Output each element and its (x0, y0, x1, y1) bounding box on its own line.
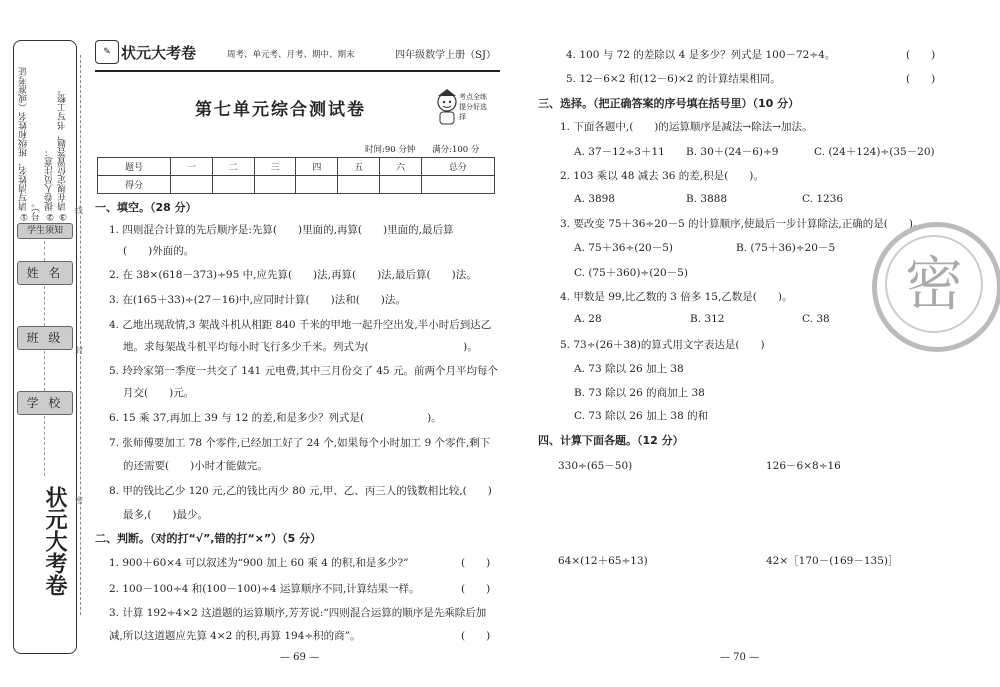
question: 3. 要改变 75＋36÷20－5 的计算顺序,使最后一步计算除法,正确的是( )。 (560, 218, 924, 230)
header-cell: 总分 (421, 158, 494, 176)
question: 3. 在(165＋33)÷(27－16)中,应同时计算( )法和( )法。 (109, 294, 406, 306)
question: 5. 73÷(26＋38)的算式用文字表达是( ) (560, 339, 765, 351)
question: 7. 张师傅要加工 78 个零件,已经加工好了 24 个,如果每个小时加工 9 个零件,剩下 (109, 437, 491, 449)
note-3: ③请在规定位置答题，书写工整。 (58, 85, 68, 221)
school-label: 学 校 (17, 391, 73, 415)
expression: 330÷(65－50) (558, 460, 633, 472)
publisher-logo-icon: ✎ (95, 40, 119, 64)
section-judge: 二、判断。（对的打“√”,错的打“×”）（5 分） (95, 532, 322, 545)
option: B. 73 除以 26 的商加上 38 (574, 387, 705, 399)
header-cell: 一 (171, 158, 213, 176)
answer-paren[interactable]: ( ) (461, 583, 491, 595)
section-choice: 三、选择。（把正确答案的序号填在括号里）（10 分） (538, 97, 800, 110)
question: 2. 103 乘以 48 减去 36 的差,积是( )。 (560, 170, 764, 182)
question: ( )外面的。 (123, 245, 195, 257)
header-cell: 三 (254, 158, 296, 176)
stamp-char: 密 (885, 235, 983, 333)
option: C. 73 除以 26 加上 38 的和 (574, 410, 709, 422)
question: 减,所以这道题应先算 4×2 的积,再算 194÷积的商”。 (109, 630, 361, 642)
question: 1. 四则混合计算的先后顺序是:先算( )里面的,再算( )里面的,最后算 (109, 224, 454, 236)
expression: 64×(12＋65÷13) (558, 555, 648, 567)
score-table (97, 157, 495, 194)
score-table-header (98, 158, 495, 176)
binding-char: 线 (75, 206, 83, 215)
answer-paren[interactable]: ( ) (461, 630, 491, 642)
header-cell: 题号 (98, 158, 171, 176)
option: A. 73 除以 26 加上 38 (574, 363, 684, 375)
score-table-row (98, 176, 495, 194)
option: A. 28 (574, 313, 602, 325)
header-cell: 二 (212, 158, 254, 176)
brand-title: 状元大考卷 (121, 44, 197, 62)
header-cell: 五 (338, 158, 380, 176)
option: C. 1236 (802, 193, 844, 205)
question: 最多,( )最少。 (123, 509, 209, 521)
header-cell: 六 (380, 158, 422, 176)
grade-label: 四年级数学上册（SJ） (395, 50, 496, 61)
question: 8. 甲的钱比乙少 120 元,乙的钱比丙少 80 元,甲、乙、丙三人的钱数相比较,( ) (109, 485, 492, 497)
score-cell[interactable] (212, 176, 254, 194)
time-label: 时间:90 分钟 (365, 145, 416, 155)
question: 1. 900＋60×4 可以叙述为“900 加上 60 乘 4 的积,和是多少?” (109, 557, 409, 569)
note-2: ②提卷人员注意： (45, 148, 55, 221)
answer-paren[interactable]: ( ) (906, 73, 936, 85)
section-calc: 四、计算下面各题。（12 分） (538, 434, 684, 447)
page-title: 第七单元综合测试卷 (195, 100, 366, 120)
question: 5. 玲玲家第一季度一共交了 141 元电费,其中三月份交了 45 元。前两个月平均每个 (109, 365, 498, 377)
name-line (44, 286, 46, 326)
class-line (44, 351, 46, 391)
exam-meta (365, 143, 479, 155)
option: B. 30＋(24－6)÷9 (686, 146, 779, 158)
question: 6. 15 乘 37,再加上 39 与 12 的差,和是多少？列式是( )。 (109, 412, 442, 424)
question: 1. 下面各题中,( )的运算顺序是减法→除法→加法。 (560, 121, 813, 133)
answer-paren[interactable]: ( ) (906, 49, 936, 61)
option: B. 3888 (686, 193, 728, 205)
page-number: — 69 — (280, 652, 320, 663)
score-cell[interactable] (421, 176, 494, 194)
mascot-icon (435, 88, 491, 126)
score-cell[interactable] (380, 176, 422, 194)
score-cell[interactable] (338, 176, 380, 194)
left-page (95, 40, 500, 642)
question: 3. 计算 192÷4×2 这道题的运算顺序,芳芳说:“四则混合运算的顺序是先乘除后加 (109, 607, 487, 619)
score-cell[interactable] (296, 176, 338, 194)
score-cell[interactable] (171, 176, 213, 194)
exam-types: 周考、单元考、月考、期中、期末 (227, 50, 355, 60)
brand-logo: 状元大考卷 (42, 486, 67, 596)
binding-line (75, 55, 83, 615)
question: 4. 甲数是 99,比乙数的 3 倍多 15,乙数是( )。 (560, 291, 793, 303)
school-line (44, 416, 46, 476)
row-label: 得分 (98, 176, 171, 194)
page-number: — 70 — (720, 652, 760, 663)
score-cell[interactable] (254, 176, 296, 194)
option: C. (75＋360)÷(20－5) (574, 267, 688, 279)
note-1: ①请写清姓名、班级和姓名（或准考证号）。 (19, 67, 42, 221)
question: 2. 100－100÷4 和(100－100)÷4 运算顺序不同,计算结果一样。 (109, 583, 420, 595)
header-cell: 四 (296, 158, 338, 176)
question: 月交( )元。 (123, 387, 195, 399)
question: 2. 在 38×(618－373)÷95 中,应先算( )法,再算( )法,最后算( )法。 (109, 269, 477, 281)
section-fill: 一、填空。（28 分） (95, 201, 197, 214)
mascot-text: 考点全练 提分好选择 (459, 93, 487, 121)
option: C. 38 (802, 313, 830, 325)
binding-char: 封 (75, 346, 83, 355)
question: 4. 100 与 72 的差除以 4 是多少？列式是 100－72÷4。 (566, 49, 836, 61)
question: 地。求每架战斗机平均每小时飞行多少千米。列式为( )。 (123, 341, 478, 353)
question: 的还需要( )小时才能做完。 (123, 460, 268, 472)
binding-char: 密 (75, 496, 83, 505)
option: B. (75＋36)÷20－5 (736, 242, 836, 254)
student-notes (18, 51, 72, 221)
divider (44, 241, 46, 261)
option: A. 3898 (574, 193, 615, 205)
confidential-stamp-icon (872, 222, 1000, 352)
expression: 126－6×8÷16 (766, 460, 841, 472)
option: B. 312 (690, 313, 725, 325)
answer-paren[interactable]: ( ) (461, 557, 491, 569)
option: A. 75＋36÷(20－5) (574, 242, 674, 254)
option: C. (24＋124)÷(35－20) (814, 146, 935, 158)
class-label: 班 级 (17, 326, 73, 350)
notes-tag: 学生须知 (17, 223, 73, 239)
score-label: 满分:100 分 (432, 145, 480, 155)
expression: 42×［170－(169－135)］ (766, 555, 899, 567)
option: A. 37－12÷3＋11 (574, 146, 665, 158)
question: 4. 乙地出现敌情,3 架战斗机从相距 840 千米的甲地一起升空出发,半小时后到达乙 (109, 319, 492, 331)
student-info-sidebar (13, 40, 77, 654)
question: 5. 12－6×2 和(12－6)×2 的计算结果相同。 (566, 73, 781, 85)
page-header (95, 40, 500, 72)
name-label: 姓 名 (17, 261, 73, 285)
